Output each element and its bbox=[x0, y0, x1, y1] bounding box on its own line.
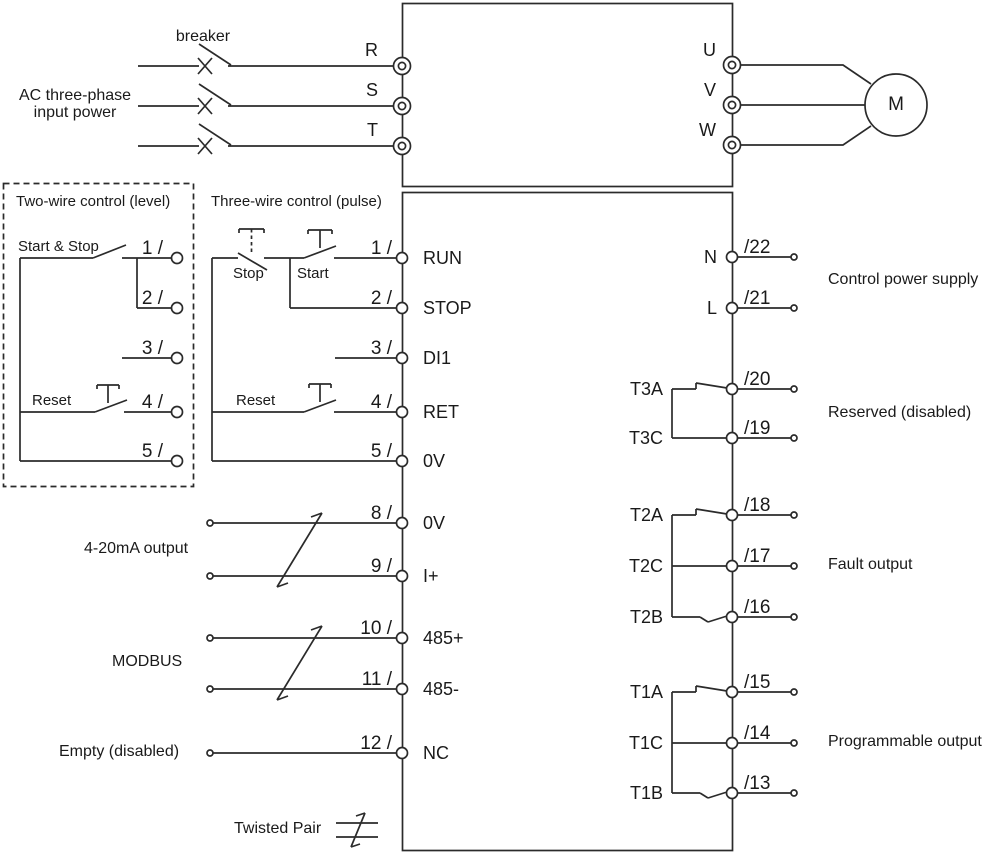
terminal-t3c-label: T3C bbox=[628, 428, 663, 448]
three-wire-title: Three-wire control (pulse) bbox=[211, 193, 382, 210]
terminal-t-label: T bbox=[367, 120, 378, 140]
terminal-s-icon bbox=[394, 98, 411, 115]
caption-fault-output: Fault output bbox=[828, 556, 913, 573]
terminal-20-num: /20 bbox=[744, 369, 771, 390]
terminal-485p-label: 485+ bbox=[423, 628, 464, 648]
breaker-label: breaker bbox=[175, 28, 231, 45]
terminal-485n-label: 485- bbox=[423, 679, 460, 699]
start-stop-label: Start & Stop bbox=[18, 238, 99, 255]
two-wire-terminal-4-num: 4 / bbox=[141, 392, 163, 413]
drive-control-box bbox=[403, 193, 733, 851]
terminal-n-label: N bbox=[704, 247, 717, 267]
terminal-t2a-label: T2A bbox=[629, 505, 663, 525]
t1-relay-circuit bbox=[672, 686, 797, 799]
terminal-ret-num: 4 / bbox=[370, 392, 392, 413]
terminal-13-num: /13 bbox=[744, 773, 771, 794]
terminal-t2c-label: T2C bbox=[628, 556, 663, 576]
caption-control-power-supply: Control power supply bbox=[828, 271, 979, 288]
terminal-0v-out-label: 0V bbox=[423, 513, 446, 533]
terminal-w-label: W bbox=[699, 120, 716, 140]
terminal-t1a-label: T1A bbox=[629, 682, 663, 702]
motor-wire-w bbox=[741, 126, 872, 145]
terminal-w-icon bbox=[724, 137, 741, 154]
terminal-10-num: 10 / bbox=[360, 618, 392, 639]
caption-programmable-output: Programmable output bbox=[828, 733, 982, 750]
two-wire-reset-label: Reset bbox=[32, 392, 72, 409]
terminal-22-num: /22 bbox=[744, 237, 771, 258]
two-wire-terminal-1-num: 1 / bbox=[141, 238, 163, 259]
terminal-t1b-label: T1B bbox=[629, 783, 663, 803]
terminal-ret-label: RET bbox=[423, 402, 459, 422]
two-wire-terminal-3-num: 3 / bbox=[141, 338, 163, 359]
two-wire-box bbox=[4, 184, 194, 487]
terminal-12-num: 12 / bbox=[360, 733, 392, 754]
terminal-s-label: S bbox=[365, 80, 378, 100]
terminal-iplus-label: I+ bbox=[423, 566, 439, 586]
analog-output-label: 4-20mA output bbox=[84, 540, 189, 557]
terminal-t1c-label: T1C bbox=[628, 733, 663, 753]
twisted-pair-label: Twisted Pair bbox=[234, 820, 322, 837]
two-wire-title: Two-wire control (level) bbox=[16, 193, 171, 210]
terminal-11-num: 11 / bbox=[361, 669, 392, 690]
input-power-label-line1: AC three-phase bbox=[18, 87, 132, 104]
terminal-u-icon bbox=[724, 57, 741, 74]
terminal-14-num: /14 bbox=[744, 723, 771, 744]
empty-label: Empty (disabled) bbox=[59, 743, 180, 760]
twisted-pair-icon bbox=[336, 813, 378, 847]
terminal-t-icon bbox=[394, 138, 411, 155]
terminal-21-num: /21 bbox=[744, 288, 771, 309]
terminal-run-num: 1 / bbox=[370, 238, 392, 259]
input-power-label-line2: input power bbox=[33, 103, 117, 121]
terminal-u-label: U bbox=[703, 40, 716, 60]
t2-relay-circuit bbox=[672, 509, 797, 623]
terminal-t2b-label: T2B bbox=[629, 607, 663, 627]
start-plunger-icon bbox=[308, 230, 332, 248]
three-wire-reset-plunger-icon bbox=[309, 384, 331, 402]
terminal-8-num: 8 / bbox=[370, 503, 392, 524]
terminal-nc-label: NC bbox=[423, 743, 449, 763]
two-wire-terminal-2-num: 2 / bbox=[141, 288, 163, 309]
motor-wire-u bbox=[741, 65, 872, 84]
terminal-r-label: R bbox=[365, 40, 378, 60]
terminal-l-label: L bbox=[706, 298, 717, 318]
terminal-17-num: /17 bbox=[744, 546, 771, 567]
terminal-t3a-label: T3A bbox=[629, 379, 663, 399]
start-label: Start bbox=[297, 265, 329, 282]
three-wire-reset-label: Reset bbox=[236, 392, 276, 409]
terminal-18-num: /18 bbox=[744, 495, 771, 516]
terminal-stop-label: STOP bbox=[423, 298, 472, 318]
terminal-15-num: /15 bbox=[744, 672, 771, 693]
input-power-label bbox=[8, 88, 142, 122]
terminal-9-num: 9 / bbox=[370, 556, 392, 577]
t3-relay-circuit bbox=[672, 383, 797, 444]
caption-reserved: Reserved (disabled) bbox=[828, 404, 972, 421]
motor-label: M bbox=[888, 94, 904, 115]
terminal-19-num: /19 bbox=[744, 418, 771, 439]
two-wire-terminal-5-num: 5 / bbox=[141, 441, 163, 462]
terminal-r-icon bbox=[394, 58, 411, 75]
stop-label: Stop bbox=[233, 265, 264, 282]
modbus-label: MODBUS bbox=[112, 653, 183, 670]
terminal-stop-num: 2 / bbox=[370, 288, 392, 309]
terminal-16-num: /16 bbox=[744, 597, 771, 618]
terminal-di1-label: DI1 bbox=[423, 348, 452, 368]
terminal-v-label: V bbox=[703, 80, 716, 100]
terminal-run-label: RUN bbox=[423, 248, 462, 268]
terminal-0v-label: 0V bbox=[423, 451, 446, 471]
drive-power-box bbox=[403, 4, 733, 187]
terminal-di1-num: 3 / bbox=[370, 338, 392, 359]
terminal-0v-num: 5 / bbox=[370, 441, 392, 462]
terminal-v-icon bbox=[724, 97, 741, 114]
